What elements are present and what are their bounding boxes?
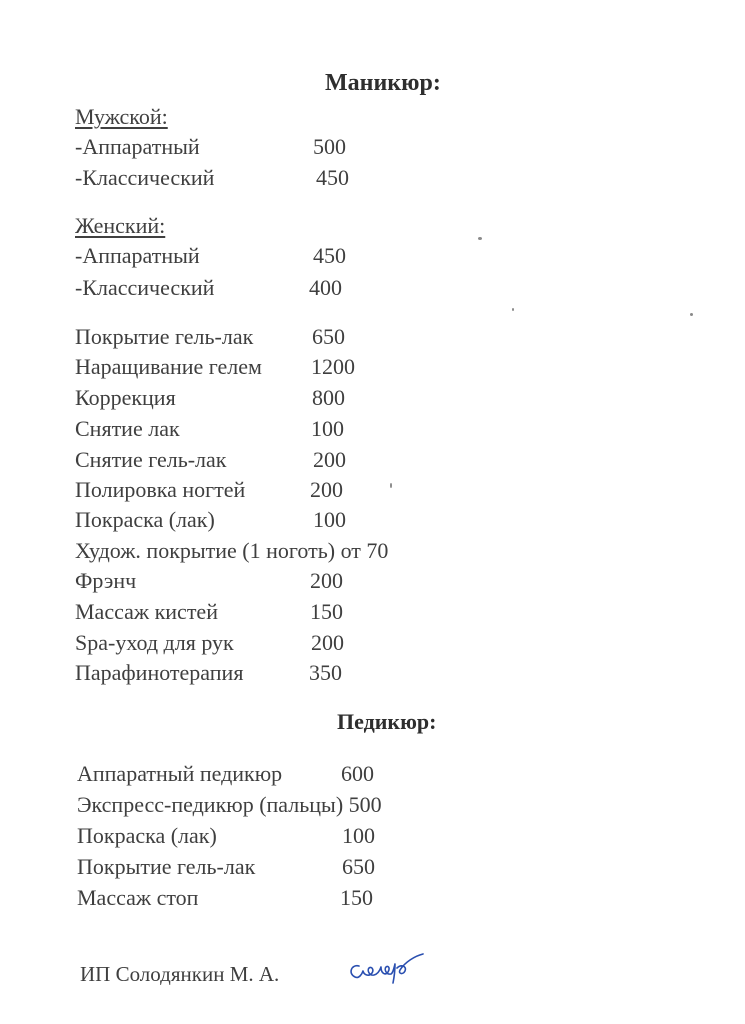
- service-name: Покраска (лак): [75, 507, 215, 532]
- service-price: 150: [340, 885, 373, 910]
- service-price: 800: [312, 385, 345, 410]
- service-price: 1200: [311, 354, 355, 379]
- service-price: 200: [311, 630, 344, 655]
- manicure-heading: Маникюр:: [325, 70, 441, 96]
- scan-speck: [512, 308, 514, 311]
- service-price: 450: [316, 165, 349, 190]
- service-price: 500: [313, 134, 346, 159]
- service-price: 650: [342, 854, 375, 879]
- men-subheading: Мужской:: [75, 104, 168, 129]
- service-name: Коррекция: [75, 385, 176, 410]
- service-price: 100: [342, 823, 375, 848]
- service-price: 100: [311, 416, 344, 441]
- service-name: Фрэнч: [75, 568, 137, 593]
- entrepreneur-name: ИП Солодянкин М. А.: [80, 962, 280, 986]
- service-name: Экспресс-педикюр (пальцы) 500: [77, 792, 382, 817]
- service-name: Массаж стоп: [77, 885, 199, 910]
- scan-speck: [690, 313, 693, 316]
- pedicure-heading: Педикюр:: [337, 709, 437, 734]
- service-name: Худож. покрытие (1 ноготь) от 70: [75, 538, 389, 563]
- service-name: -Классический: [75, 275, 215, 300]
- service-price: 600: [341, 761, 374, 786]
- women-subheading: Женский:: [75, 213, 166, 238]
- scan-speck: [478, 237, 482, 240]
- service-name: Снятие лак: [75, 416, 180, 441]
- service-name: Полировка ногтей: [75, 477, 246, 502]
- service-name: -Аппаратный: [75, 134, 200, 159]
- service-price: 200: [313, 447, 346, 472]
- service-name: Наращивание гелем: [75, 354, 262, 379]
- handwritten-signature: [345, 944, 425, 986]
- service-name: Покраска (лак): [77, 823, 217, 848]
- service-name: Spa-уход для рук: [75, 630, 234, 655]
- service-name: -Классический: [75, 165, 215, 190]
- service-name: Покрытие гель-лак: [77, 854, 256, 879]
- service-name: Снятие гель-лак: [75, 447, 227, 472]
- service-name: Аппаратный педикюр: [77, 761, 283, 786]
- service-price: 450: [313, 243, 346, 268]
- service-price: 200: [310, 568, 343, 593]
- service-price: 150: [310, 599, 343, 624]
- service-price: 200: [310, 477, 343, 502]
- service-price: 400: [309, 275, 342, 300]
- service-name: Массаж кистей: [75, 599, 218, 624]
- service-price: 350: [309, 660, 342, 685]
- service-price: 100: [313, 507, 346, 532]
- service-name: Парафинотерапия: [75, 660, 244, 685]
- service-name: -Аппаратный: [75, 243, 200, 268]
- scan-speck: [390, 483, 392, 488]
- service-price: 650: [312, 324, 345, 349]
- service-name: Покрытие гель-лак: [75, 324, 254, 349]
